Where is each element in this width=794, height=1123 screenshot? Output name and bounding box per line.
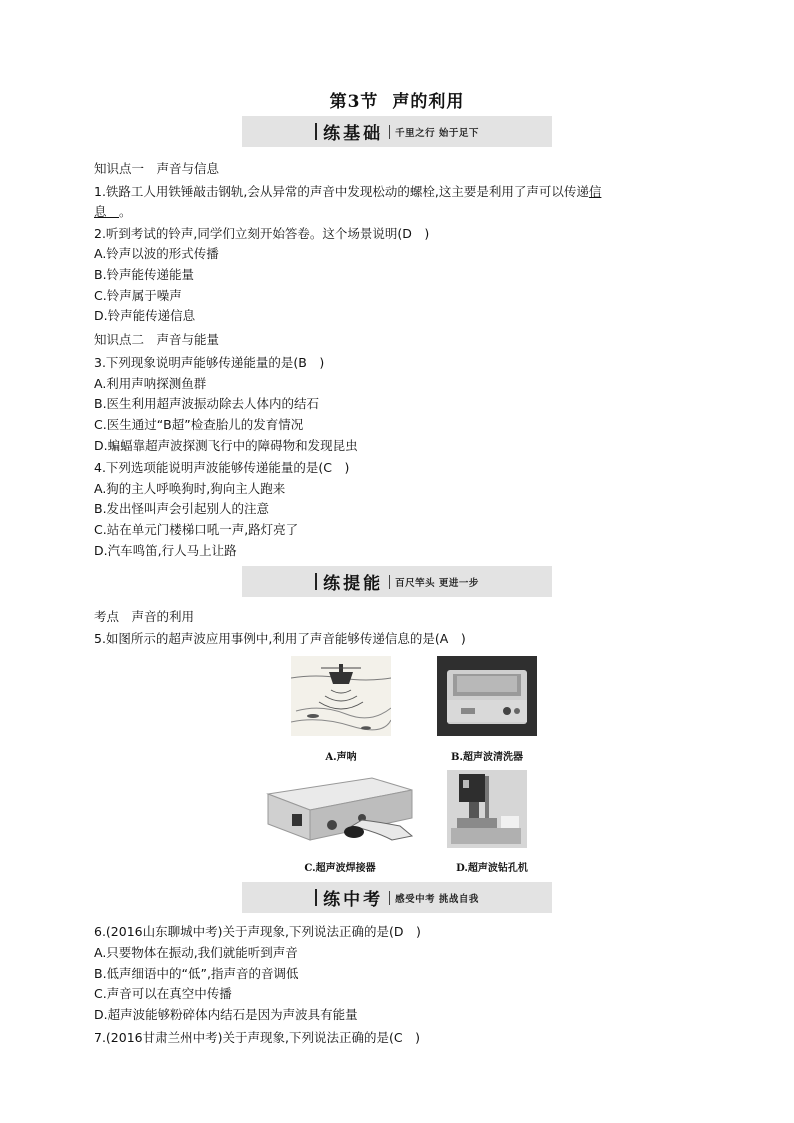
option-6a: A.只要物体在振动,我们就能听到声音 bbox=[94, 945, 298, 960]
banner-basic bbox=[242, 116, 552, 147]
option-4b: B.发出怪叫声会引起别人的注意 bbox=[94, 501, 270, 516]
option-4c: C.站在单元门楼梯口吼一声,路灯亮了 bbox=[94, 522, 299, 537]
option-3a: A.利用声呐探测鱼群 bbox=[94, 376, 207, 391]
section-name: 声的利用 bbox=[392, 92, 465, 112]
figure-sonar bbox=[291, 656, 391, 736]
option-2b: B.铃声能传递能量 bbox=[94, 267, 195, 282]
banner-bar bbox=[315, 573, 317, 590]
banner-main-text: 练基础 bbox=[323, 124, 384, 144]
option-3c: C.医生通过“B超”检查胎儿的发育情况 bbox=[94, 417, 304, 432]
banner-exam bbox=[242, 882, 552, 913]
option-2d: D.铃声能传递信息 bbox=[94, 308, 196, 323]
banner-main-text: 练提能 bbox=[323, 574, 384, 594]
caption-a: A.声呐 bbox=[325, 752, 357, 763]
banner-main-text: 练中考 bbox=[323, 890, 384, 910]
question-7: 7.(2016甘肃兰州中考)关于声现象,下列说法正确的是(C ) bbox=[94, 1030, 420, 1045]
question-1-end: 。 bbox=[119, 204, 132, 219]
banner-divider bbox=[389, 575, 390, 589]
question-1-text: 1.铁路工人用铁锤敲击钢轨,会从异常的声音中发现松动的螺栓,这主要是利用了声可以传递 bbox=[94, 184, 589, 199]
caption-d: D.超声波钻孔机 bbox=[456, 863, 528, 874]
banner-motto: 千里之行 始于足下 bbox=[395, 127, 479, 139]
banner-motto: 百尺竿头 更进一步 bbox=[395, 577, 479, 589]
option-6d: D.超声波能够粉碎体内结石是因为声波具有能量 bbox=[94, 1007, 358, 1022]
banner-motto: 感受中考 挑战自我 bbox=[395, 893, 479, 905]
answer-part-2: 息 bbox=[94, 204, 107, 219]
option-2a: A.铃声以波的形式传播 bbox=[94, 246, 219, 261]
caption-c: C.超声波焊接器 bbox=[304, 863, 376, 874]
figure-welder bbox=[262, 770, 416, 848]
section-number: 第3节 bbox=[329, 92, 379, 112]
welder-illustration bbox=[262, 770, 416, 848]
option-4d: D.汽车鸣笛,行人马上让路 bbox=[94, 543, 237, 558]
question-2: 2.听到考试的铃声,同学们立刻开始答卷。这个场景说明(D ) bbox=[94, 226, 430, 241]
question-1-line-1 bbox=[94, 184, 601, 200]
drill-illustration bbox=[447, 770, 527, 848]
option-2c: C.铃声属于噪声 bbox=[94, 288, 182, 303]
banner-bar bbox=[315, 889, 317, 906]
knowledge-point-1: 知识点一 声音与信息 bbox=[94, 161, 220, 176]
option-3d: D.蝙蝠靠超声波探测飞行中的障碍物和发现昆虫 bbox=[94, 438, 358, 453]
option-4a: A.狗的主人呼唤狗时,狗向主人跑来 bbox=[94, 481, 286, 496]
banner-divider bbox=[389, 125, 390, 139]
cleaner-illustration bbox=[437, 656, 537, 736]
question-1-line-2 bbox=[94, 204, 132, 220]
knowledge-point-2: 知识点二 声音与能量 bbox=[94, 332, 220, 347]
question-3: 3.下列现象说明声能够传递能量的是(B ) bbox=[94, 355, 325, 370]
figure-cleaner bbox=[437, 656, 537, 736]
section-title bbox=[0, 87, 794, 112]
question-4: 4.下列选项能说明声波能够传递能量的是(C ) bbox=[94, 460, 350, 475]
banner-bar bbox=[315, 123, 317, 140]
question-6: 6.(2016山东聊城中考)关于声现象,下列说法正确的是(D ) bbox=[94, 924, 421, 939]
option-6c: C.声音可以在真空中传播 bbox=[94, 986, 232, 1001]
banner-divider bbox=[389, 891, 390, 905]
question-5: 5.如图所示的超声波应用事例中,利用了声音能够传递信息的是(A ) bbox=[94, 631, 466, 646]
option-3b: B.医生利用超声波振动除去人体内的结石 bbox=[94, 396, 320, 411]
banner-improve bbox=[242, 566, 552, 597]
sonar-illustration bbox=[291, 656, 391, 736]
caption-b: B.超声波清洗器 bbox=[451, 752, 523, 763]
exam-point: 考点 声音的利用 bbox=[94, 609, 195, 624]
option-6b: B.低声细语中的“低”,指声音的音调低 bbox=[94, 966, 299, 981]
figure-drill bbox=[447, 770, 527, 848]
answer-part-1: 信 bbox=[588, 184, 602, 199]
